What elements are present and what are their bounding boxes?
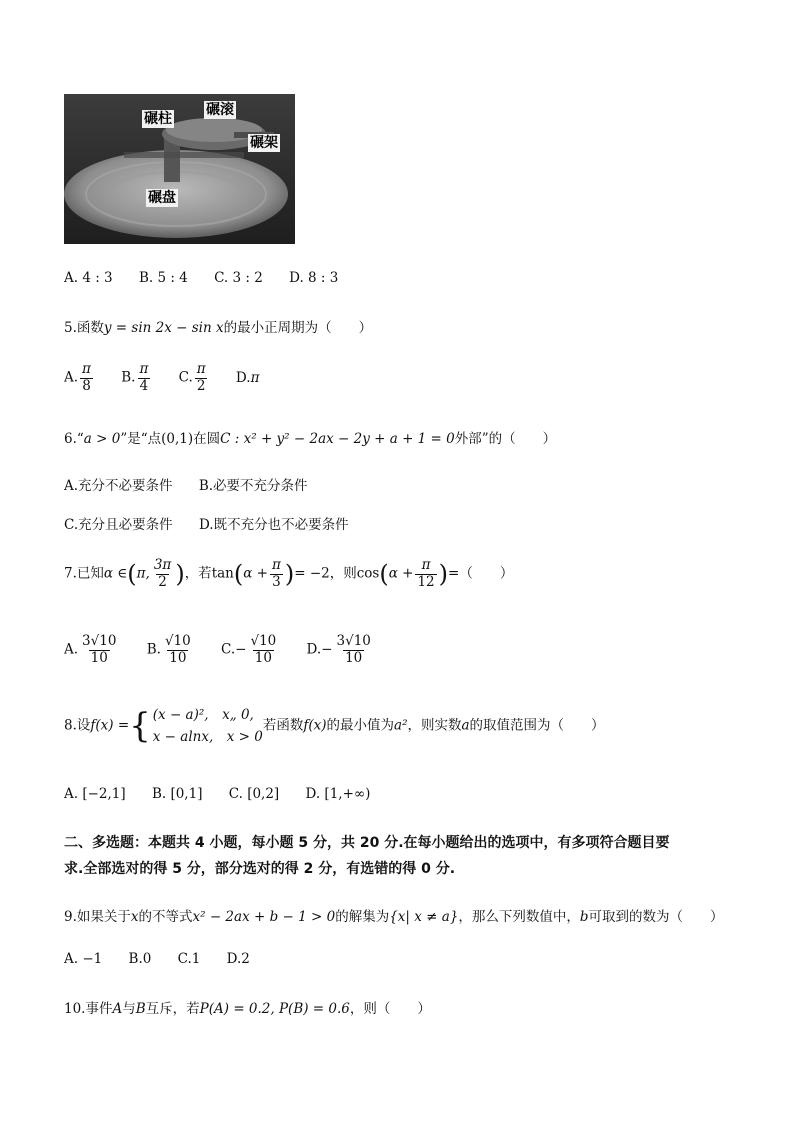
q8-option-b[interactable]: B. [0,1]	[151, 786, 203, 802]
q7-cos-arg: α +	[388, 565, 414, 582]
q4-option-a[interactable]: A. 4 : 3	[64, 270, 113, 286]
q8-option-d[interactable]: D. [1,+∞)	[305, 786, 371, 802]
q7-option-a-label: A.	[64, 641, 79, 658]
q9-x: x	[130, 909, 139, 925]
q7-interval-den: 2	[158, 573, 167, 590]
q8-mid: 若函数	[262, 717, 304, 734]
q8-suffix2: 的取值范围为（ ）	[469, 717, 605, 734]
q6-option-d[interactable]: D.既不充分也不必要条件	[198, 517, 349, 533]
q5-option-c[interactable]	[179, 362, 210, 394]
q10-with: 与	[122, 1001, 136, 1017]
q4-options	[64, 270, 360, 286]
q6-suffix: 外部”的（ ）	[454, 431, 557, 447]
q7-if: ，若	[184, 565, 212, 582]
q9-suffix2: 可取到的数为（ ）	[588, 909, 724, 925]
q7-option-a[interactable]	[64, 634, 120, 666]
q5-option-c-num: π	[196, 361, 206, 377]
q5-option-a-den: 8	[82, 377, 91, 394]
q7-interval-left: π,	[136, 565, 150, 582]
q9-option-a[interactable]: A. −1	[64, 951, 103, 967]
q7-prefix: 7.已知	[64, 565, 104, 582]
q8-option-a[interactable]: A. [−2,1]	[64, 786, 126, 802]
q7-tan-num: π	[271, 557, 281, 573]
section2-title-line1: 二、多选题：本题共 4 小题，每小题 5 分，共 20 分.在每小题给出的选项中，有多项符合题目要	[64, 835, 670, 851]
q9-suffix: ，那么下列数值中，	[458, 909, 580, 925]
q6-prefix: 6.“	[64, 431, 84, 447]
label-mill-frame: 碾架	[250, 135, 278, 151]
q7-interval-num: 3π	[153, 557, 172, 573]
q5-suffix: 的最小正周期为（ ）	[223, 320, 373, 336]
q4-option-d[interactable]: D. 8 : 3	[289, 270, 339, 286]
q8-row2: x − alnx, x > 0	[152, 729, 263, 745]
q6-mid: ”是“点	[120, 431, 162, 447]
q8-min-text: 的最小值为	[326, 717, 395, 734]
q9-stem	[64, 905, 724, 925]
q5-option-a[interactable]	[64, 362, 95, 394]
q7-cos-den: 12	[417, 573, 435, 590]
q9-b: b	[579, 909, 589, 925]
q7-tan: tan	[211, 565, 234, 582]
q7-then: ，则	[329, 565, 357, 582]
q6-stem	[64, 427, 556, 447]
q5-option-b-label: B.	[121, 369, 136, 386]
q8-stem	[64, 704, 605, 748]
q7-option-c-sign: −	[235, 641, 247, 658]
q8-options	[64, 786, 392, 802]
q7-option-d-num: 3√10	[336, 633, 371, 649]
q8-func: f(x) =	[90, 717, 130, 734]
q9-solution-set: {x| x ≠ a}	[389, 909, 459, 925]
q9-option-b[interactable]: B.0	[128, 951, 152, 967]
stone-mill-photo	[64, 94, 295, 244]
label-mill-pillar: 碾柱	[144, 111, 172, 127]
q6-options-row1	[64, 474, 330, 494]
q5-stem	[64, 316, 372, 336]
q7-option-b-label: B.	[146, 641, 161, 658]
q4-option-b[interactable]: B. 5 : 4	[138, 270, 188, 286]
q7-option-c[interactable]	[221, 634, 280, 666]
q9-option-d[interactable]: D.2	[226, 951, 250, 967]
q8-row1: (x − a)², x„ 0,	[152, 707, 254, 723]
q7-option-d-den: 10	[345, 649, 363, 666]
q7-option-c-den: 10	[254, 649, 272, 666]
q7-option-d[interactable]	[307, 634, 375, 666]
q9-options	[64, 951, 272, 967]
q7-option-b-num: √10	[164, 633, 191, 649]
q7-tan-arg: α +	[243, 565, 268, 582]
q7-option-d-sign: −	[321, 641, 333, 658]
q6-circle-equation: C : x² + y² − 2ax − 2y + a + 1 = 0	[220, 431, 455, 447]
q5-option-b[interactable]	[121, 362, 152, 394]
q5-option-a-num: π	[82, 361, 91, 377]
q8-a: a	[461, 717, 470, 734]
q7-tan-value: = −2	[294, 565, 330, 582]
q6-options-row2	[64, 513, 371, 533]
q9-mid: 的不等式	[138, 909, 193, 925]
q7-option-a-den: 10	[90, 649, 108, 666]
q6-point: (0,1)	[161, 431, 194, 447]
q7-suffix: =（ ）	[448, 565, 514, 582]
q6-option-c[interactable]: C.充分且必要条件	[64, 517, 173, 533]
q5-option-b-num: π	[139, 361, 149, 377]
q10-probabilities: P(A) = 0.2, P(B) = 0.6	[199, 1001, 350, 1017]
q8-piecewise: { (x − a)², x„ 0, x − alnx, x > 0	[129, 706, 263, 746]
q7-cos-num: π	[421, 557, 431, 573]
q5-prefix: 5.函数	[64, 320, 104, 336]
q5-option-a-label: A.	[64, 369, 79, 386]
q7-option-c-num: √10	[250, 633, 277, 649]
q10-stem	[64, 997, 431, 1017]
q5-option-d-label: D.	[235, 369, 251, 386]
q8-func2: f(x)	[303, 717, 327, 734]
q7-option-c-label: C.	[221, 641, 236, 658]
q9-option-c[interactable]: C.1	[177, 951, 201, 967]
q10-event-a: A	[112, 1001, 123, 1017]
q8-prefix: 8.设	[64, 717, 91, 734]
q5-formula: y = sin 2x − sin x	[103, 320, 224, 336]
q6-condition: a > 0	[83, 431, 121, 447]
q5-option-d[interactable]	[236, 370, 260, 386]
q10-suffix: ，则（ ）	[349, 1001, 431, 1017]
q7-option-a-num: 3√10	[82, 633, 117, 649]
q7-options	[64, 634, 397, 666]
q7-tan-den: 3	[272, 573, 281, 590]
q7-option-d-label: D.	[306, 641, 322, 658]
q5-options	[64, 362, 281, 394]
q5-option-d-value: π	[250, 369, 260, 386]
q9-inequality: x² − 2ax + b − 1 > 0	[192, 909, 336, 925]
q5-option-b-den: 4	[139, 377, 149, 394]
q9-mid2: 的解集为	[335, 909, 390, 925]
q8-suffix: ，则实数	[407, 717, 462, 734]
section2-title-line2: 求.全部选对的得 5 分，部分选对的得 2 分，有选错的得 0 分.	[64, 861, 456, 877]
label-mill-base: 碾盘	[148, 190, 176, 206]
label-mill-roller: 碾滚	[206, 102, 234, 118]
q6-in-circle: 在圆	[193, 431, 221, 447]
q5-option-c-den: 2	[196, 377, 206, 394]
stone-mill-illustration	[64, 94, 295, 244]
q10-event-b: B	[135, 1001, 146, 1017]
q10-prefix: 10.事件	[64, 1001, 113, 1017]
q4-option-c[interactable]: C. 3 : 2	[214, 270, 263, 286]
q7-cos: cos	[356, 565, 380, 582]
q8-a-squared: a²	[394, 717, 408, 734]
q7-alpha-in: α ∈	[103, 565, 128, 582]
q5-option-c-label: C.	[178, 369, 193, 386]
q10-mid: 互斥，若	[145, 1001, 200, 1017]
q7-option-b[interactable]	[147, 634, 195, 666]
q7-option-b-den: 10	[169, 649, 187, 666]
q7-stem: 7.已知α ∈(π, $\frac{3\pi}{2}$ )，若tan(α + $\frac{\pi}{3}$ )= −2，则cos(α + $\frac{\pi}{12}$ )=（ ）	[64, 557, 514, 590]
q6-option-a[interactable]: A.充分不必要条件	[64, 478, 173, 494]
q6-option-b[interactable]: B.必要不充分条件	[198, 478, 308, 494]
q8-option-c[interactable]: C. [0,2]	[228, 786, 280, 802]
q9-prefix: 9.如果关于	[64, 909, 131, 925]
